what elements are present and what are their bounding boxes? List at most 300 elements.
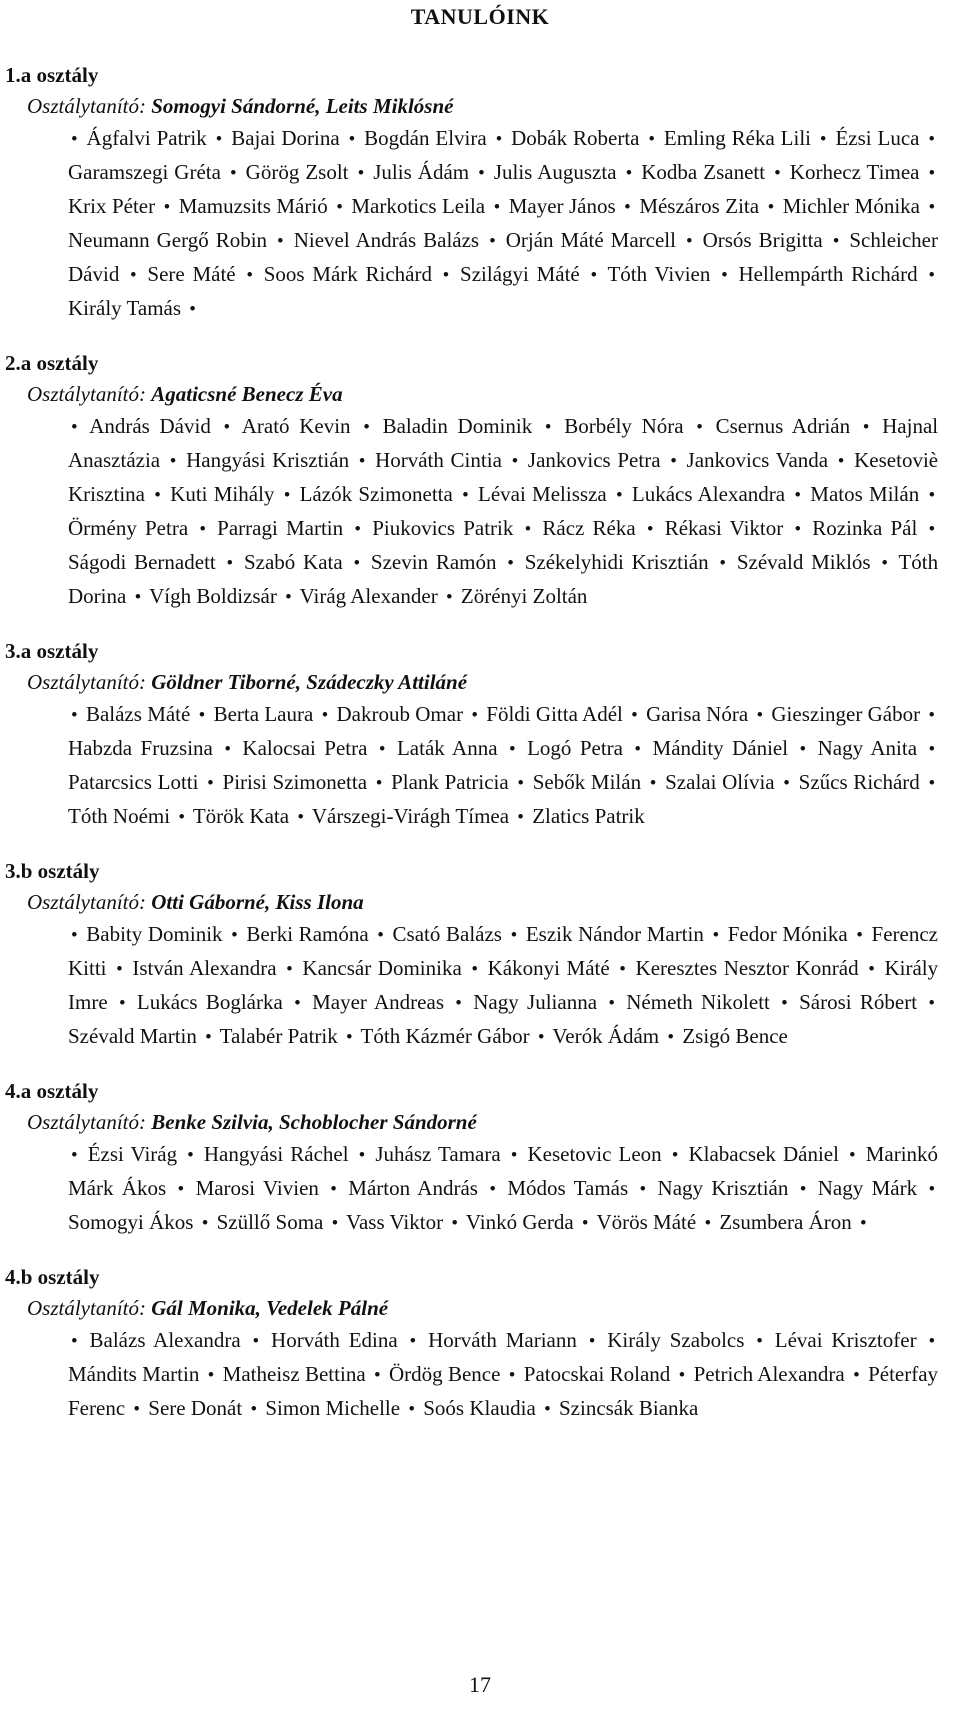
- student-name: Székelyhidi Krisztián: [524, 550, 709, 574]
- teacher-name: Göldner Tiborné, Szádeczky Attiláné: [151, 670, 468, 694]
- bullet: •: [511, 451, 519, 472]
- student-name: Ferencz Kitti: [68, 922, 939, 980]
- student-name: Ézsi Virág: [87, 1142, 178, 1166]
- bullet: •: [71, 417, 78, 438]
- student-name: Korhecz Timea: [789, 160, 920, 184]
- class-heading: 4.b osztály: [5, 1265, 100, 1289]
- student-name: Arató Kevin: [241, 414, 351, 438]
- student-name: Borbély Nóra: [564, 414, 684, 438]
- bullet: •: [224, 739, 231, 760]
- bullet: •: [330, 1179, 337, 1200]
- student-name: Schleicher Dávid: [68, 228, 938, 286]
- class-section: [0, 60, 960, 326]
- bullet: •: [819, 129, 827, 150]
- student-list: [68, 918, 938, 1054]
- class-heading: 4.a osztály: [5, 1079, 99, 1103]
- bullet: •: [646, 519, 654, 540]
- bullet: •: [631, 705, 638, 726]
- student-name: Rékasi Viktor: [664, 516, 784, 540]
- bullet: •: [409, 1331, 417, 1352]
- student-name: András Dávid: [89, 414, 211, 438]
- student-name: Török Kata: [192, 804, 290, 828]
- student-name: Hajnal Anasztázia: [68, 414, 939, 472]
- bullet: •: [719, 553, 727, 574]
- student-name: Patocskai Roland: [523, 1362, 671, 1386]
- bullet: •: [442, 265, 450, 286]
- bullet: •: [794, 519, 802, 540]
- student-name: Hangyási Krisztián: [186, 448, 350, 472]
- bullet: •: [928, 1179, 936, 1200]
- bullet: •: [363, 417, 370, 438]
- bullet: •: [354, 519, 361, 540]
- bullet: •: [178, 807, 185, 828]
- bullet: •: [408, 1399, 415, 1420]
- bullet: •: [357, 163, 365, 184]
- bullet: •: [215, 129, 223, 150]
- bullet: •: [639, 1179, 647, 1200]
- bullet: •: [134, 587, 142, 608]
- student-name: Kesetoviè Krisztina: [68, 448, 939, 506]
- bullet: •: [928, 993, 936, 1014]
- student-name: Bogdán Elvira: [364, 126, 487, 150]
- student-list: [68, 410, 938, 614]
- bullet: •: [517, 773, 525, 794]
- student-name: Király Szabolcs: [607, 1328, 745, 1352]
- student-name: Péterfay Ferenc: [68, 1362, 939, 1420]
- teacher-name: Gál Monika, Vedelek Pálné: [151, 1296, 389, 1320]
- student-name: István Alexandra: [132, 956, 277, 980]
- bullet: •: [378, 739, 386, 760]
- class-heading: 1.a osztály: [5, 63, 99, 87]
- student-name: Gieszinger Gábor: [771, 702, 921, 726]
- student-name: Csernus Adrián: [715, 414, 851, 438]
- bullet: •: [537, 1027, 545, 1048]
- student-list: [68, 1324, 938, 1426]
- bullet: •: [928, 163, 936, 184]
- bullet: •: [250, 1399, 258, 1420]
- student-name: Kancsár Dominika: [302, 956, 462, 980]
- student-name: Szüllő Soma: [216, 1210, 324, 1234]
- bullet: •: [375, 773, 383, 794]
- student-name: Kuti Mihály: [170, 482, 275, 506]
- student-name: Nievel András Balázs: [293, 228, 480, 252]
- bullet: •: [489, 231, 496, 252]
- student-name: Somogyi Ákos: [68, 1210, 194, 1234]
- bullet: •: [581, 1213, 589, 1234]
- student-name: Simon Michelle: [265, 1396, 401, 1420]
- bullet: •: [696, 417, 703, 438]
- bullet: •: [133, 1399, 141, 1420]
- class-section: [0, 348, 960, 614]
- bullet: •: [130, 265, 137, 286]
- bullet: •: [667, 1027, 675, 1048]
- bullet: •: [201, 1213, 209, 1234]
- student-name: Balázs Máté: [85, 702, 191, 726]
- student-name: Lévai Krisztofer: [774, 1328, 917, 1352]
- bullet: •: [508, 739, 516, 760]
- bullet: •: [187, 1145, 194, 1166]
- bullet: •: [928, 129, 936, 150]
- bullet: •: [229, 163, 237, 184]
- bullet: •: [928, 705, 936, 726]
- bullet: •: [231, 925, 238, 946]
- bullet: •: [283, 485, 291, 506]
- bullet: •: [624, 197, 631, 218]
- bullet: •: [781, 993, 788, 1014]
- student-name: Zlatics Patrik: [532, 804, 645, 828]
- bullet: •: [223, 417, 231, 438]
- student-name: Szűcs Richárd: [798, 770, 920, 794]
- bullet: •: [493, 197, 501, 218]
- page-number: 17: [469, 1672, 491, 1697]
- teacher-label: Osztálytanító:: [27, 670, 146, 694]
- bullet: •: [177, 1179, 185, 1200]
- bullet: •: [849, 1145, 856, 1166]
- student-name: Sere Máté: [147, 262, 236, 286]
- student-name: Matos Milán: [810, 482, 920, 506]
- bullet: •: [767, 197, 775, 218]
- bullet: •: [471, 705, 479, 726]
- bullet: •: [71, 1145, 78, 1166]
- bullet: •: [774, 163, 781, 184]
- bullet: •: [71, 129, 78, 150]
- teacher-name: Agaticsné Benecz Éva: [151, 382, 343, 406]
- student-name: Plank Patricia: [391, 770, 509, 794]
- bullet: •: [331, 1213, 339, 1234]
- student-name: Rozinka Pál: [812, 516, 918, 540]
- student-name: Parragi Martin: [217, 516, 344, 540]
- student-name: Petrich Alexandra: [693, 1362, 845, 1386]
- student-name: Földi Gitta Adél: [486, 702, 623, 726]
- student-name: Szévald Martin: [68, 1024, 197, 1048]
- student-name: Ságodi Bernadett: [68, 550, 216, 574]
- bullet: •: [588, 1331, 596, 1352]
- bullet: •: [277, 231, 284, 252]
- student-name: Baladin Dominik: [382, 414, 533, 438]
- bullet: •: [358, 451, 366, 472]
- bullet: •: [445, 587, 453, 608]
- student-name: Szevin Ramón: [370, 550, 497, 574]
- bullet: •: [336, 197, 343, 218]
- student-name: Krix Péter: [68, 194, 156, 218]
- student-name: Ézsi Luca: [835, 126, 920, 150]
- student-name: Ördög Bence: [388, 1362, 501, 1386]
- student-name: Zsumbera Áron: [719, 1210, 852, 1234]
- bullet: •: [544, 1399, 551, 1420]
- student-name: Mándits Martin: [68, 1362, 200, 1386]
- student-list: [68, 698, 938, 834]
- teacher-line: [27, 378, 960, 410]
- student-name: Horváth Cintia: [375, 448, 502, 472]
- bullet: •: [799, 739, 807, 760]
- class-section: [0, 1262, 960, 1426]
- student-name: Bajai Dorina: [231, 126, 340, 150]
- student-name: Csató Balázs: [392, 922, 502, 946]
- class-section: [0, 856, 960, 1054]
- bullet: •: [783, 773, 790, 794]
- bullet: •: [625, 163, 633, 184]
- student-name: Király Tamás: [68, 296, 182, 320]
- student-name: Mándity Dániel: [652, 736, 789, 760]
- bullet: •: [928, 197, 936, 218]
- student-list: [68, 1138, 938, 1240]
- student-name: Marinkó Márk Ákos: [68, 1142, 939, 1200]
- bullet: •: [928, 485, 936, 506]
- student-name: Virág Alexander: [299, 584, 438, 608]
- student-name: Nagy Márk: [817, 1176, 918, 1200]
- bullet: •: [377, 925, 384, 946]
- bullet: •: [837, 451, 845, 472]
- class-heading: 2.a osztály: [5, 351, 99, 375]
- student-name: Lévai Melissza: [478, 482, 607, 506]
- student-name: Németh Nikolett: [626, 990, 770, 1014]
- bullet: •: [619, 959, 626, 980]
- bullet: •: [868, 959, 875, 980]
- bullet: •: [226, 553, 234, 574]
- bullet: •: [495, 129, 503, 150]
- student-list: [68, 122, 938, 326]
- student-name: Görög Zsolt: [245, 160, 349, 184]
- class-section: [0, 636, 960, 834]
- bullet: •: [794, 485, 802, 506]
- student-name: Lukács Boglárka: [136, 990, 283, 1014]
- student-name: Szincsák Bianka: [558, 1396, 699, 1420]
- student-name: Márton András: [348, 1176, 478, 1200]
- bullet: •: [348, 129, 356, 150]
- bullet: •: [507, 553, 514, 574]
- bullet: •: [478, 163, 485, 184]
- teacher-label: Osztálytanító:: [27, 94, 146, 118]
- student-name: Logó Petra: [527, 736, 623, 760]
- bullet: •: [118, 993, 126, 1014]
- student-name: Szalai Olívia: [665, 770, 775, 794]
- class-heading: 3.b osztály: [5, 859, 100, 883]
- student-name: Vinkó Gerda: [465, 1210, 574, 1234]
- bullet: •: [358, 1145, 366, 1166]
- teacher-name: Benke Szilvia, Schoblocher Sándorné: [151, 1110, 477, 1134]
- student-name: Neumann Gergő Robin: [68, 228, 268, 252]
- student-name: Balázs Alexandra: [89, 1328, 241, 1352]
- bullet: •: [321, 705, 329, 726]
- student-name: Hellempárth Richárd: [738, 262, 918, 286]
- student-name: Jankovics Vanda: [686, 448, 829, 472]
- student-name: Várszegi-Virágh Tímea: [311, 804, 510, 828]
- bullet: •: [678, 1365, 686, 1386]
- student-name: Sárosi Róbert: [799, 990, 918, 1014]
- bullet: •: [832, 231, 840, 252]
- bullet: •: [649, 773, 657, 794]
- bullet: •: [451, 1213, 458, 1234]
- student-name: Pirisi Szimonetta: [222, 770, 368, 794]
- bullet: •: [508, 1365, 516, 1386]
- bullet: •: [712, 925, 720, 946]
- student-name: Kesetovic Leon: [527, 1142, 662, 1166]
- student-name: Vígh Boldizsár: [149, 584, 277, 608]
- student-name: Michler Mónika: [782, 194, 920, 218]
- teacher-label: Osztálytanító:: [27, 890, 146, 914]
- bullet: •: [634, 739, 642, 760]
- student-name: Mayer János: [508, 194, 616, 218]
- bullet: •: [353, 553, 361, 574]
- teacher-line: [27, 886, 960, 918]
- page-title: TANULÓINK: [410, 4, 550, 29]
- bullet: •: [246, 265, 253, 286]
- bullet: •: [517, 807, 524, 828]
- student-name: Vass Viktor: [346, 1210, 444, 1234]
- teacher-label: Osztálytanító:: [27, 1110, 146, 1134]
- student-name: Berki Ramóna: [246, 922, 369, 946]
- student-name: Dobák Roberta: [511, 126, 640, 150]
- student-name: Dakroub Omar: [336, 702, 464, 726]
- bullet: •: [881, 553, 889, 574]
- bullet: •: [928, 519, 936, 540]
- student-name: Zsigó Bence: [682, 1024, 788, 1048]
- student-name: Kákonyi Máté: [487, 956, 610, 980]
- bullet: •: [608, 993, 615, 1014]
- student-name: Zörényi Zoltán: [460, 584, 588, 608]
- student-name: Talabér Patrik: [219, 1024, 338, 1048]
- teacher-label: Osztálytanító:: [27, 382, 146, 406]
- bullet: •: [71, 705, 78, 726]
- bullet: •: [859, 1213, 867, 1234]
- bullet: •: [71, 925, 78, 946]
- student-name: Mészáros Zita: [639, 194, 760, 218]
- teacher-name: Otti Gáborné, Kiss Ilona: [151, 890, 364, 914]
- student-name: Berta Laura: [213, 702, 314, 726]
- student-name: Julis Ádám: [373, 160, 470, 184]
- student-name: Babity Dominik: [86, 922, 223, 946]
- bullet: •: [285, 587, 292, 608]
- bullet: •: [856, 925, 863, 946]
- bullet: •: [346, 1027, 353, 1048]
- student-name: Nagy Anita: [817, 736, 918, 760]
- student-name: Kalocsai Petra: [242, 736, 368, 760]
- bullet: •: [721, 265, 728, 286]
- bullet: •: [471, 959, 479, 980]
- student-name: Soos Márk Richárd: [263, 262, 432, 286]
- student-name: Horváth Edina: [271, 1328, 398, 1352]
- student-name: Szabó Kata: [243, 550, 343, 574]
- bullet: •: [71, 1331, 78, 1352]
- bullet: •: [489, 1179, 496, 1200]
- bullet: •: [462, 485, 469, 506]
- student-name: Patarcsics Lotti: [68, 770, 199, 794]
- bullet: •: [205, 1027, 212, 1048]
- class-sections: [0, 60, 960, 1448]
- student-name: Tóth Dorina: [68, 550, 939, 608]
- bullet: •: [297, 807, 304, 828]
- student-name: Tóth Vivien: [607, 262, 711, 286]
- student-name: Mamuzsits Márió: [178, 194, 328, 218]
- student-name: Horváth Mariann: [428, 1328, 577, 1352]
- bullet: •: [455, 993, 462, 1014]
- bullet: •: [207, 773, 214, 794]
- bullet: •: [862, 417, 870, 438]
- student-name: Király Imre: [68, 956, 939, 1014]
- student-name: Sere Donát: [148, 1396, 243, 1420]
- bullet: •: [853, 1365, 860, 1386]
- bullet: •: [590, 265, 598, 286]
- bullet: •: [154, 485, 161, 506]
- bullet: •: [198, 705, 206, 726]
- bullet: •: [169, 451, 177, 472]
- bullet: •: [671, 1145, 679, 1166]
- bullet: •: [615, 485, 623, 506]
- student-name: Garamszegi Gréta: [68, 160, 221, 184]
- bullet: •: [510, 1145, 518, 1166]
- bullet: •: [928, 1331, 936, 1352]
- student-name: Garisa Nóra: [646, 702, 749, 726]
- student-name: Ágfalvi Patrik: [86, 126, 207, 150]
- bullet: •: [116, 959, 123, 980]
- student-name: Kodba Zsanett: [641, 160, 766, 184]
- student-name: Jankovics Petra: [527, 448, 661, 472]
- student-name: Fedor Mónika: [727, 922, 848, 946]
- teacher-line: [27, 666, 960, 698]
- student-name: Matheisz Bettina: [222, 1362, 366, 1386]
- student-name: Nagy Julianna: [473, 990, 598, 1014]
- student-name: Laták Anna: [396, 736, 498, 760]
- bullet: •: [252, 1331, 260, 1352]
- bullet: •: [199, 519, 206, 540]
- bullet: •: [544, 417, 552, 438]
- student-name: Módos Tamás: [507, 1176, 629, 1200]
- class-heading: 3.a osztály: [5, 639, 99, 663]
- bullet: •: [207, 1365, 215, 1386]
- student-name: Keresztes Nesztor Konrád: [635, 956, 859, 980]
- bullet: •: [928, 773, 936, 794]
- student-name: Piukovics Patrik: [372, 516, 514, 540]
- class-section: [0, 1076, 960, 1240]
- teacher-line: [27, 1106, 960, 1138]
- bullet: •: [294, 993, 301, 1014]
- student-name: Marosi Vivien: [195, 1176, 319, 1200]
- student-name: Juhász Tamara: [375, 1142, 501, 1166]
- bullet: •: [163, 197, 171, 218]
- student-name: Orján Máté Marcell: [505, 228, 676, 252]
- student-name: Tóth Noémi: [68, 804, 171, 828]
- teacher-name: Somogyi Sándorné, Leits Miklósné: [151, 94, 454, 118]
- teacher-line: [27, 90, 960, 122]
- bullet: •: [524, 519, 532, 540]
- student-name: Orsós Brigitta: [702, 228, 823, 252]
- bullet: •: [756, 1331, 763, 1352]
- bullet: •: [510, 925, 518, 946]
- student-name: Sebők Milán: [532, 770, 642, 794]
- bullet: •: [685, 231, 693, 252]
- bullet: •: [756, 705, 764, 726]
- student-name: Emling Réka Lili: [663, 126, 812, 150]
- student-name: Szévald Miklós: [736, 550, 871, 574]
- student-name: Vörös Máté: [596, 1210, 697, 1234]
- bullet: •: [373, 1365, 381, 1386]
- bullet: •: [799, 1179, 807, 1200]
- student-name: Örmény Petra: [68, 516, 189, 540]
- student-name: Soós Klaudia: [423, 1396, 536, 1420]
- bullet: •: [704, 1213, 712, 1234]
- student-name: Szilágyi Máté: [460, 262, 580, 286]
- student-name: Lázók Szimonetta: [299, 482, 453, 506]
- student-name: Habzda Fruzsina: [68, 736, 213, 760]
- teacher-label: Osztálytanító:: [27, 1296, 146, 1320]
- student-name: Klabacsek Dániel: [688, 1142, 839, 1166]
- student-name: Lukács Alexandra: [631, 482, 786, 506]
- bullet: •: [670, 451, 677, 472]
- student-name: Verók Ádám: [552, 1024, 660, 1048]
- student-name: Eszik Nándor Martin: [525, 922, 704, 946]
- bullet: •: [928, 739, 936, 760]
- bullet: •: [189, 299, 196, 320]
